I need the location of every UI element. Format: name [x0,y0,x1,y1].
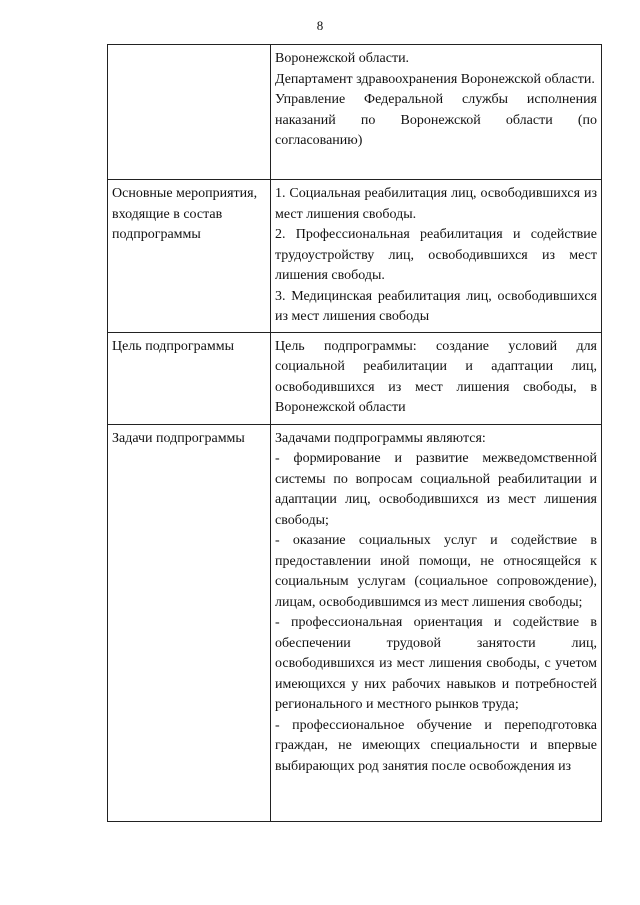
row-label-line: входящие в состав [112,206,223,222]
row-label-cell [108,45,271,180]
activity-item: 3. Медицинская реабилитация лиц, освободившихся из мест лишения свободы [275,288,597,324]
row-value-cell [271,424,602,821]
participant-text: Департамент здравоохранения Воронежской области. [275,71,595,87]
row-label-line: Задачи подпрограммы [112,430,245,446]
task-item: - профессиональное обучение и переподготовка граждан, не имеющих специальности и впервые выбирающих род занятия после освобождения из [275,717,597,774]
task-item: - профессиональная ориентация и содействие в обеспечении трудовой занятости лиц, освободившихся из мест лишения свободы, с учетом имеющихся у них рабочих навыков и потребностей регионального и местного рынков труда; [275,615,597,712]
table-row [108,424,602,821]
activity-item: 2. Профессиональная реабилитация и содействие трудоустройству лиц, освободившихся из мест лишения свободы. [275,227,597,283]
row-label-cell [108,332,271,424]
row-label-cell [108,180,271,333]
table-row [108,180,602,333]
participant-text: Воронежской области. [275,51,410,66]
row-value-cell [271,45,602,180]
goal-text: Цель подпрограммы: создание условий для социальной реабилитации и адаптации лиц, освободившихся из мест лишения свободы, в Воронежской области [275,338,597,415]
page-number: 8 [316,18,324,33]
participant-text: Управление Федеральной службы исполнения наказаний по Воронежской области (по согласованию) [275,92,597,148]
task-item: - оказание социальных услуг и содействие в предоставлении иной помощи, не относящейся к социальным услугам (социальное сопровождение), лицам, освободившимся из мест лишения свободы; [275,533,597,610]
row-label-line: Основные мероприятия, [112,186,258,201]
program-passport-table [107,44,602,822]
activity-item: 1. Социальная реабилитация лиц, освободившихся из мест лишения свободы. [275,186,597,222]
task-item: Задачами подпрограммы являются: [275,430,486,446]
row-label-line: подпрограммы [112,227,201,242]
row-label-cell [108,424,271,821]
row-label-line: Цель подпрограммы [112,338,234,354]
task-item: - формирование и развитие межведомственной системы по вопросам социальной реабилитации и адаптации лиц, освободившихся из мест лишения свободы; [275,451,597,528]
table-row [108,45,602,180]
row-value-cell [271,180,602,333]
row-value-cell [271,332,602,424]
table-row [108,332,602,424]
